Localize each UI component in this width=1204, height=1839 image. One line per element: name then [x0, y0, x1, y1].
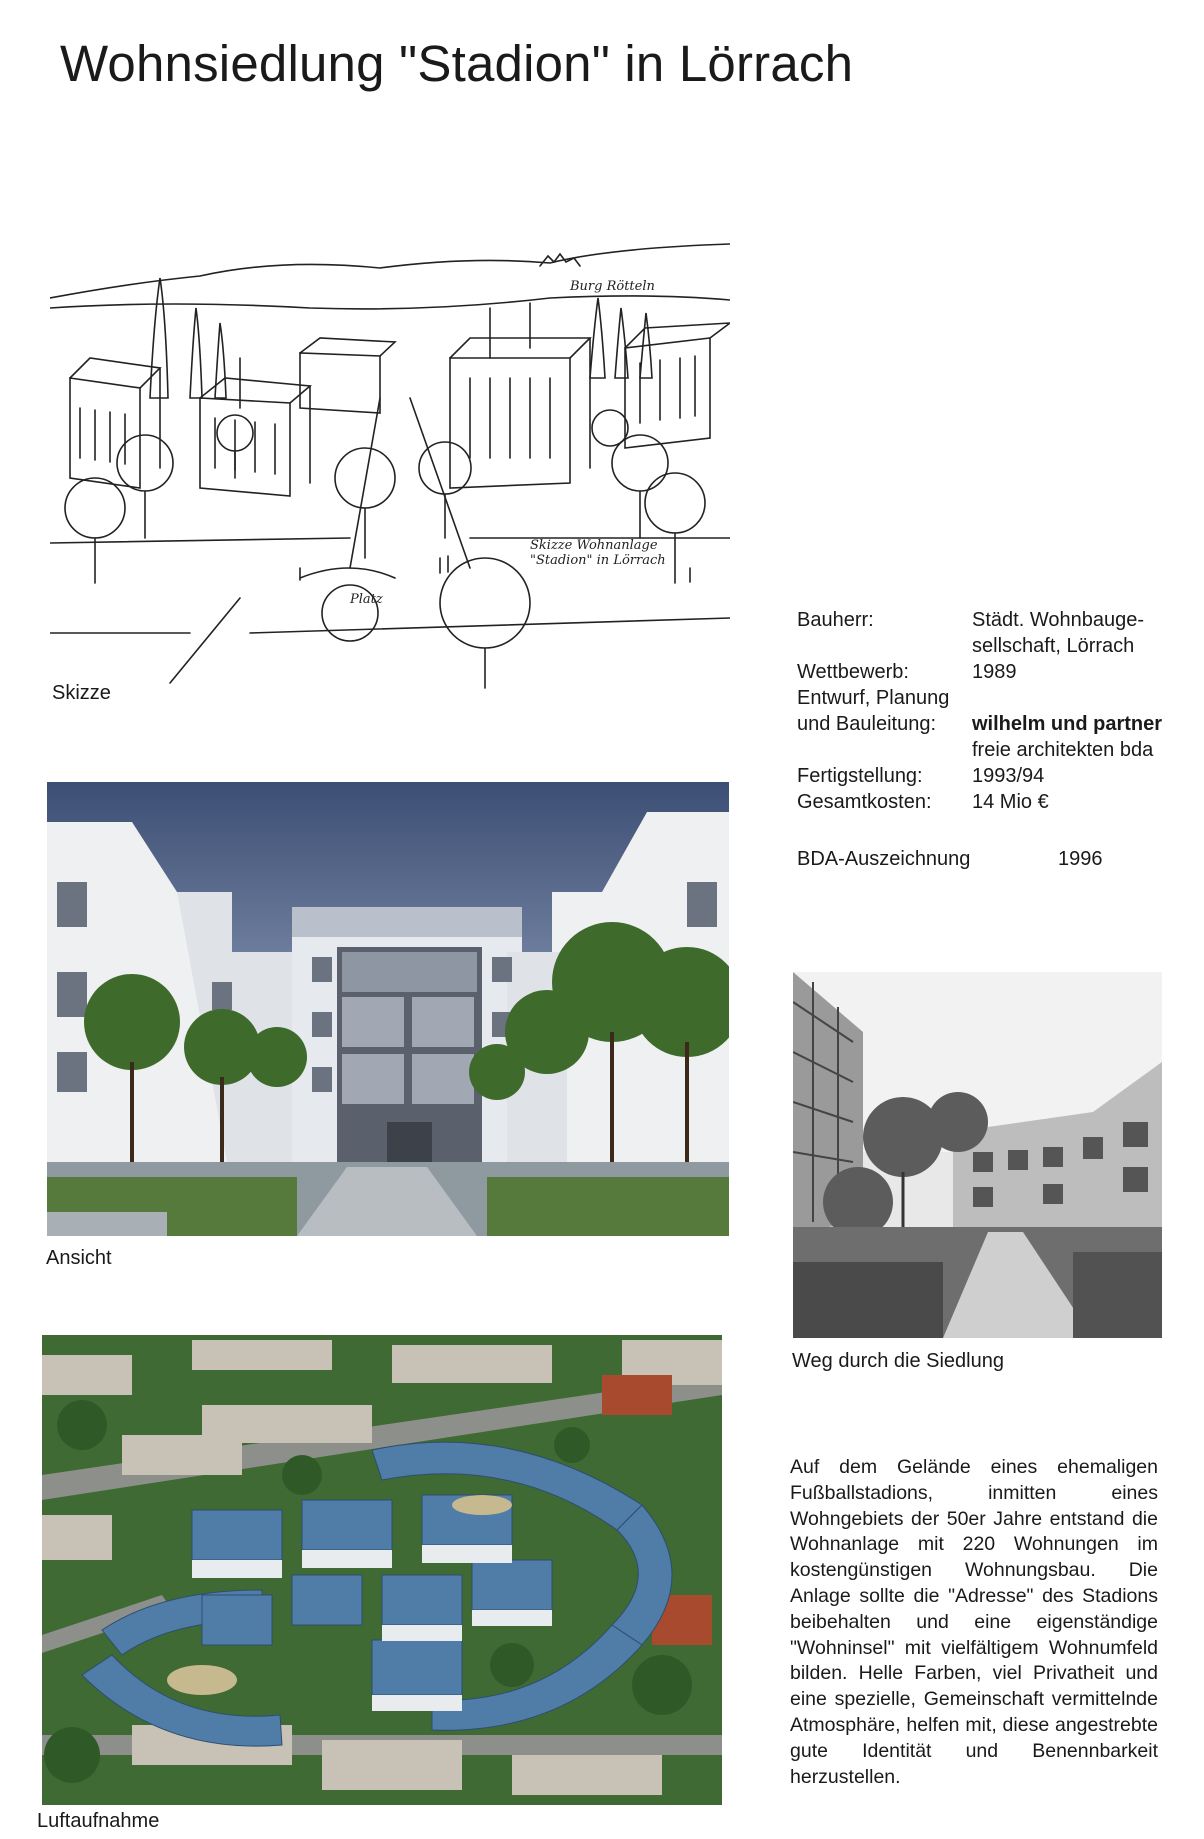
info-value: freie architekten bda [972, 739, 1154, 761]
sketch-image [50, 238, 730, 693]
caption-aerial: Luftaufnahme [37, 1810, 160, 1832]
info-value: 14 Mio € [972, 791, 1049, 813]
info-value: 1993/94 [972, 765, 1045, 787]
info-value: 1989 [972, 661, 1017, 683]
info-key: Gesamtkosten: [797, 791, 932, 813]
caption-path: Weg durch die Siedlung [792, 1350, 1004, 1372]
project-description: Auf dem Gelände eines ehemaligen Fußballstadions, inmitten eines Wohngebiets der 50er Jahre entstand die Wohnanlage mit 220 Wohnungen im kostengünstigen Wohnungsbau. Die Anlage sollte die "Adresse" des Stadions beibehalten und eine eigenständige "Wohninsel" mit vielfältigem Wohnumfeld bilden. Helle Farben, viel Privatheit und eine spezielle, Gemeinschaft vermittelnde Atmosphäre, helfen mit, diese angestrebte gute Identität und Benennbarkeit herzustellen. [790, 1456, 1158, 1788]
project-info [797, 607, 1187, 815]
info-value: sellschaft, Lörrach [972, 635, 1135, 657]
info-row [797, 607, 1187, 633]
sketch-castle-note: Burg Rötteln [570, 279, 655, 294]
info-key: Wettbewerb: [797, 661, 909, 683]
info-row [797, 789, 1187, 815]
caption-sketch: Skizze [52, 682, 111, 704]
architect-name: wilhelm und partner [972, 713, 1163, 735]
info-row [797, 659, 1187, 685]
info-key: Bauherr: [797, 609, 874, 631]
info-row [797, 737, 1187, 763]
award-label: BDA-Auszeichnung [797, 848, 971, 870]
info-value [972, 685, 1187, 711]
info-row [797, 633, 1187, 659]
info-row [797, 763, 1187, 789]
info-value: Städt. Wohnbauge- [972, 609, 1144, 631]
info-key [797, 633, 972, 659]
page-title: Wohnsiedlung "Stadion" in Lörrach [60, 35, 854, 92]
info-row [797, 685, 1187, 711]
sketch-place-note: Platz [350, 592, 383, 607]
info-key [797, 737, 972, 763]
aerial-photo [42, 1335, 722, 1805]
info-key: und Bauleitung: [797, 713, 937, 735]
caption-view: Ansicht [46, 1247, 112, 1269]
sketch-title-note: Skizze Wohnanlage "Stadion" in Lörrach [530, 538, 666, 568]
path-photo [793, 972, 1162, 1338]
info-key: Fertigstellung: [797, 765, 923, 787]
view-photo [47, 782, 729, 1236]
info-key: Entwurf, Planung [797, 687, 950, 709]
info-row [797, 711, 1187, 737]
award-year: 1996 [1058, 848, 1103, 870]
